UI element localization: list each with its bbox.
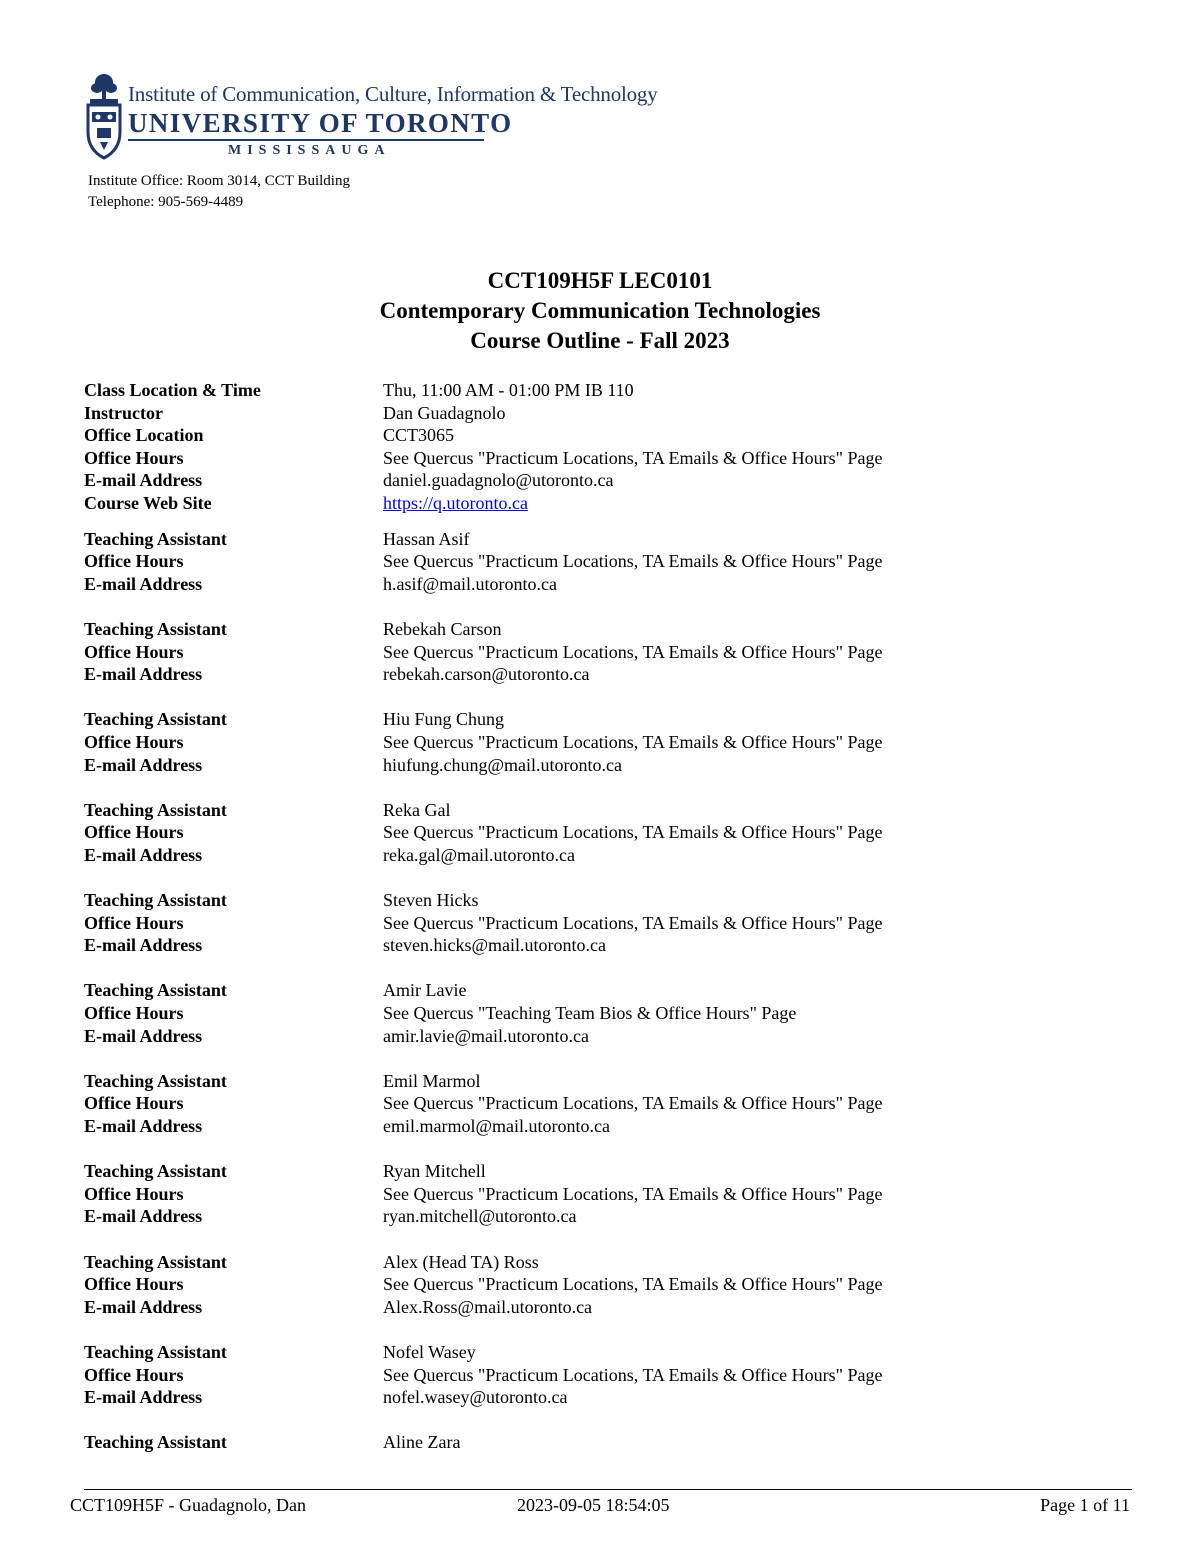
info-row [84, 447, 964, 470]
ta-office-hours: See Quercus "Practicum Locations, TA Emails & Office Hours" Page [383, 731, 883, 752]
info-label: E-mail Address [84, 1296, 203, 1317]
info-label: Office Hours [84, 1093, 184, 1114]
info-value: See Quercus "Practicum Locations, TA Emails & Office Hours" Page [383, 447, 883, 468]
ta-email: steven.hicks@mail.utoronto.ca [383, 935, 607, 956]
info-label: Teaching Assistant [84, 1070, 227, 1091]
info-row [84, 469, 964, 492]
info-label: E-mail Address [84, 844, 203, 865]
info-row [84, 1092, 964, 1115]
info-value: Dan Guadagnolo [383, 402, 506, 423]
info-label: E-mail Address [84, 935, 203, 956]
ta-block [84, 1341, 964, 1431]
info-row [84, 641, 964, 664]
info-row [84, 889, 964, 912]
info-label: Office Hours [84, 912, 184, 933]
ta-block [84, 979, 964, 1069]
info-row [84, 573, 964, 596]
info-row [84, 424, 964, 447]
info-row [84, 1296, 964, 1319]
info-row [84, 528, 964, 551]
footer-divider [84, 1489, 1132, 1490]
info-label: Teaching Assistant [84, 1432, 227, 1453]
ta-email: amir.lavie@mail.utoronto.ca [383, 1025, 590, 1046]
info-row [84, 821, 964, 844]
info-label: E-mail Address [84, 470, 203, 491]
ta-name: Steven Hicks [383, 890, 479, 911]
ta-office-hours: See Quercus "Practicum Locations, TA Emails & Office Hours" Page [383, 1093, 883, 1114]
logo-university-name: UNIVERSITY OF TORONTO [128, 108, 513, 138]
info-label: Class Location & Time [84, 380, 261, 400]
info-row [84, 1183, 964, 1206]
ta-email: hiufung.chung@mail.utoronto.ca [383, 754, 623, 775]
info-row [84, 708, 964, 731]
ta-email: Alex.Ross@mail.utoronto.ca [383, 1296, 593, 1317]
info-row [84, 1002, 964, 1025]
info-label: Office Hours [84, 731, 184, 752]
info-row [84, 731, 964, 754]
ta-email: ryan.mitchell@utoronto.ca [383, 1206, 577, 1227]
info-label: Teaching Assistant [84, 528, 227, 549]
info-label: Teaching Assistant [84, 1341, 227, 1362]
footer-timestamp: 2023-09-05 18:54:05 [517, 1495, 670, 1515]
ta-name: Emil Marmol [383, 1070, 481, 1091]
logo-institute-name: Institute of Communication, Culture, Information & Technology [128, 82, 658, 106]
info-label: Course Web Site [84, 492, 212, 513]
info-value: Thu, 11:00 AM - 01:00 PM IB 110 [383, 380, 634, 400]
ta-name: Ryan Mitchell [383, 1161, 486, 1182]
ta-office-hours: See Quercus "Teaching Team Bios & Office Hours" Page [383, 1003, 797, 1024]
info-label: Office Hours [84, 447, 184, 468]
course-code: CCT109H5F LEC0101 [487, 268, 713, 293]
ta-name: Reka Gal [383, 799, 451, 820]
ta-office-hours: See Quercus "Practicum Locations, TA Emails & Office Hours" Page [383, 822, 883, 843]
course-info-table [84, 379, 964, 1454]
ta-office-hours: See Quercus "Practicum Locations, TA Emails & Office Hours" Page [383, 551, 883, 572]
info-row [84, 1273, 964, 1296]
info-label: E-mail Address [84, 754, 203, 775]
info-label: Office Hours [84, 551, 184, 572]
ta-name: Aline Zara [383, 1432, 461, 1453]
info-row [84, 379, 964, 402]
info-label: Office Hours [84, 1003, 184, 1024]
info-row [84, 1364, 964, 1387]
logo-divider [128, 139, 484, 141]
info-label: Instructor [84, 402, 163, 423]
info-value: CCT3065 [383, 425, 455, 446]
info-row [84, 934, 964, 957]
ta-email: h.asif@mail.utoronto.ca [383, 573, 558, 594]
info-label: Office Hours [84, 1274, 184, 1295]
course-outline-term: Course Outline - Fall 2023 [470, 328, 730, 353]
info-label: E-mail Address [84, 573, 203, 594]
info-row [84, 799, 964, 822]
university-logo [84, 72, 658, 164]
ta-name: Alex (Head TA) Ross [383, 1251, 539, 1272]
ta-office-hours: See Quercus "Practicum Locations, TA Emails & Office Hours" Page [383, 912, 883, 933]
ta-block [84, 1160, 964, 1250]
info-row [84, 663, 964, 686]
course-title-block [0, 266, 1200, 356]
ta-block [84, 1070, 964, 1160]
info-row [84, 1160, 964, 1183]
info-row [84, 754, 964, 777]
info-row [84, 1386, 964, 1409]
ta-block [84, 889, 964, 979]
info-label: E-mail Address [84, 1116, 203, 1136]
info-row [84, 618, 964, 641]
info-row [84, 1205, 964, 1228]
info-label: E-mail Address [84, 664, 203, 685]
ta-office-hours: See Quercus "Practicum Locations, TA Emails & Office Hours" Page [383, 1364, 883, 1385]
info-row [84, 1341, 964, 1364]
info-row [84, 1115, 964, 1138]
info-label: Teaching Assistant [84, 709, 227, 730]
info-label: Teaching Assistant [84, 890, 227, 911]
ta-name: Hiu Fung Chung [383, 709, 505, 730]
info-row [84, 1251, 964, 1274]
footer-page-number: Page 1 of 11 [1040, 1495, 1130, 1515]
course-name: Contemporary Communication Technologies [379, 298, 821, 323]
ta-email: nofel.wasey@utoronto.ca [383, 1387, 568, 1408]
info-label: Teaching Assistant [84, 1161, 227, 1182]
info-row [84, 912, 964, 935]
ta-block [84, 618, 964, 708]
crest-icon [84, 72, 124, 162]
info-label: Teaching Assistant [84, 799, 227, 820]
info-label: Teaching Assistant [84, 1251, 227, 1272]
info-label: Teaching Assistant [84, 980, 227, 1001]
ta-email: rebekah.carson@utoronto.ca [383, 664, 590, 685]
info-label: Office Location [84, 425, 204, 446]
ta-block [84, 708, 964, 798]
ta-name: Rebekah Carson [383, 618, 502, 639]
info-label: Office Hours [84, 822, 184, 843]
info-row [84, 1070, 964, 1093]
info-row [84, 1025, 964, 1048]
ta-block [84, 528, 964, 618]
info-row [84, 492, 964, 515]
info-label: E-mail Address [84, 1387, 203, 1408]
info-value [383, 492, 528, 515]
logo-campus-name: MISSISSAUGA [228, 143, 391, 158]
ta-block [84, 799, 964, 889]
institute-telephone: Telephone: 905-569-4489 [88, 194, 244, 210]
institute-office: Institute Office: Room 3014, CCT Building [88, 173, 350, 189]
course-website-link[interactable]: https://q.utoronto.ca [383, 492, 528, 513]
info-label: Office Hours [84, 641, 184, 662]
ta-office-hours: See Quercus "Practicum Locations, TA Emails & Office Hours" Page [383, 1183, 883, 1204]
ta-list [84, 528, 964, 1432]
info-row [84, 402, 964, 425]
info-row [84, 1431, 964, 1454]
ta-office-hours: See Quercus "Practicum Locations, TA Emails & Office Hours" Page [383, 1274, 883, 1295]
ta-email: emil.marmol@mail.utoronto.ca [383, 1116, 611, 1136]
info-label: E-mail Address [84, 1025, 203, 1046]
ta-name: Amir Lavie [383, 980, 467, 1001]
ta-office-hours: See Quercus "Practicum Locations, TA Emails & Office Hours" Page [383, 641, 883, 662]
ta-email: reka.gal@mail.utoronto.ca [383, 844, 576, 865]
ta-block [84, 1251, 964, 1341]
info-value: daniel.guadagnolo@utoronto.ca [383, 470, 614, 491]
info-label: Teaching Assistant [84, 618, 227, 639]
info-row [84, 844, 964, 867]
info-label: E-mail Address [84, 1206, 203, 1227]
footer-course-instructor: CCT109H5F - Guadagnolo, Dan [70, 1495, 306, 1515]
info-label: Office Hours [84, 1183, 184, 1204]
ta-name: Nofel Wasey [383, 1341, 476, 1362]
ta-name: Hassan Asif [383, 528, 470, 549]
info-row [84, 550, 964, 573]
info-label: Office Hours [84, 1364, 184, 1385]
info-row [84, 979, 964, 1002]
